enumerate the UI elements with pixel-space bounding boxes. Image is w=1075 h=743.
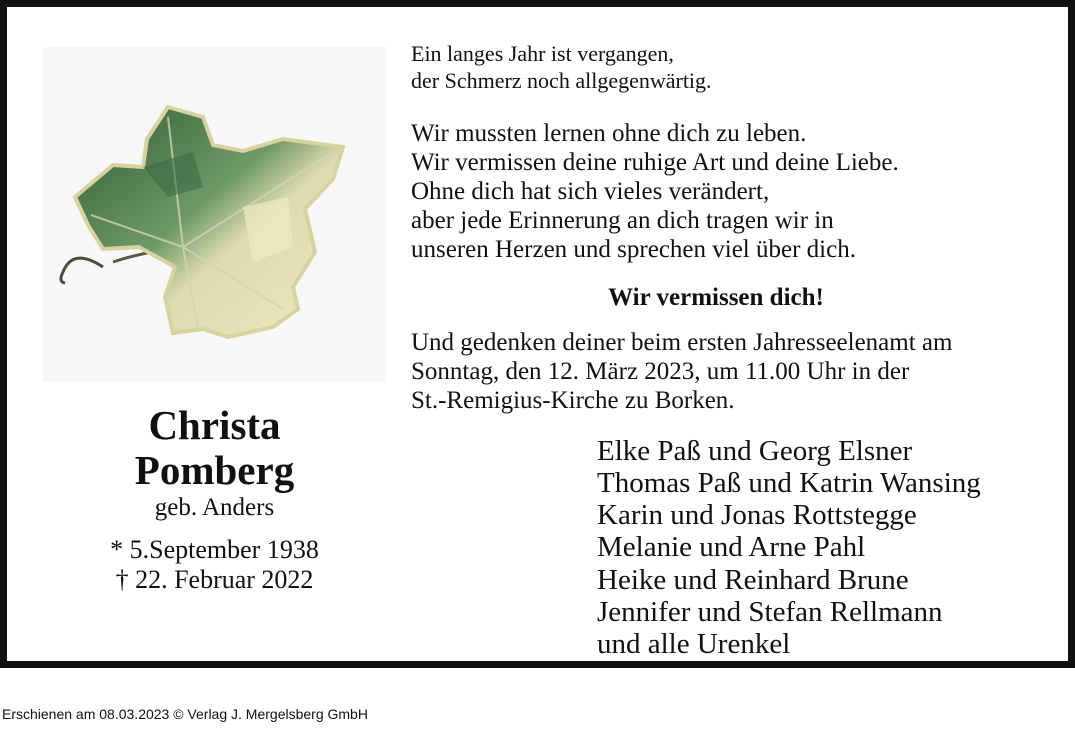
maiden-name: geb. Anders bbox=[154, 494, 275, 521]
intro-verse-line: Ein langes Jahr ist vergangen, bbox=[411, 41, 674, 66]
mourner-line: Thomas Paß und Katrin Wansing bbox=[597, 467, 981, 499]
mourner-line: Jennifer und Stefan Rellmann bbox=[597, 596, 943, 628]
service-line: Und gedenken deiner beim ersten Jahresseelenamt am bbox=[411, 329, 953, 356]
service-line: Sonntag, den 12. März 2023, um 11.00 Uhr in der bbox=[411, 358, 910, 385]
deceased-last-name: Pomberg bbox=[134, 447, 295, 493]
mourner-line: Elke Paß und Georg Elsner bbox=[597, 435, 913, 467]
intro-verse-line: der Schmerz noch allgegenwärtig. bbox=[411, 68, 712, 93]
ivy-leaf-icon bbox=[43, 47, 386, 382]
mourner-line: Melanie und Arne Pahl bbox=[597, 531, 866, 563]
mourner-line: und alle Urenkel bbox=[597, 628, 791, 660]
publication-footer: Erschienen am 08.03.2023 © Verlag J. Mergelsberg GmbH bbox=[2, 706, 368, 722]
mourner-line: Karin und Jonas Rottstegge bbox=[597, 499, 917, 531]
ivy-leaf-image bbox=[43, 47, 386, 382]
message-line: Ohne dich hat sich vieles verändert, bbox=[411, 178, 770, 205]
message-line: aber jede Erinnerung an dich tragen wir in bbox=[411, 207, 834, 234]
mourner-line: Heike und Reinhard Brune bbox=[597, 564, 909, 596]
death-date: † 22. Februar 2022 bbox=[115, 565, 314, 594]
message-line: Wir vermissen deine ruhige Art und deine Liebe. bbox=[411, 149, 899, 176]
deceased-first-name: Christa bbox=[148, 402, 281, 448]
emphasis-line: Wir vermissen dich! bbox=[608, 284, 824, 311]
birth-date: * 5.September 1938 bbox=[110, 535, 319, 564]
service-line: St.-Remigius-Kirche zu Borken. bbox=[411, 387, 735, 414]
message-line: Wir mussten lernen ohne dich zu leben. bbox=[411, 120, 807, 147]
message-line: unseren Herzen und sprechen viel über dich. bbox=[411, 236, 856, 263]
